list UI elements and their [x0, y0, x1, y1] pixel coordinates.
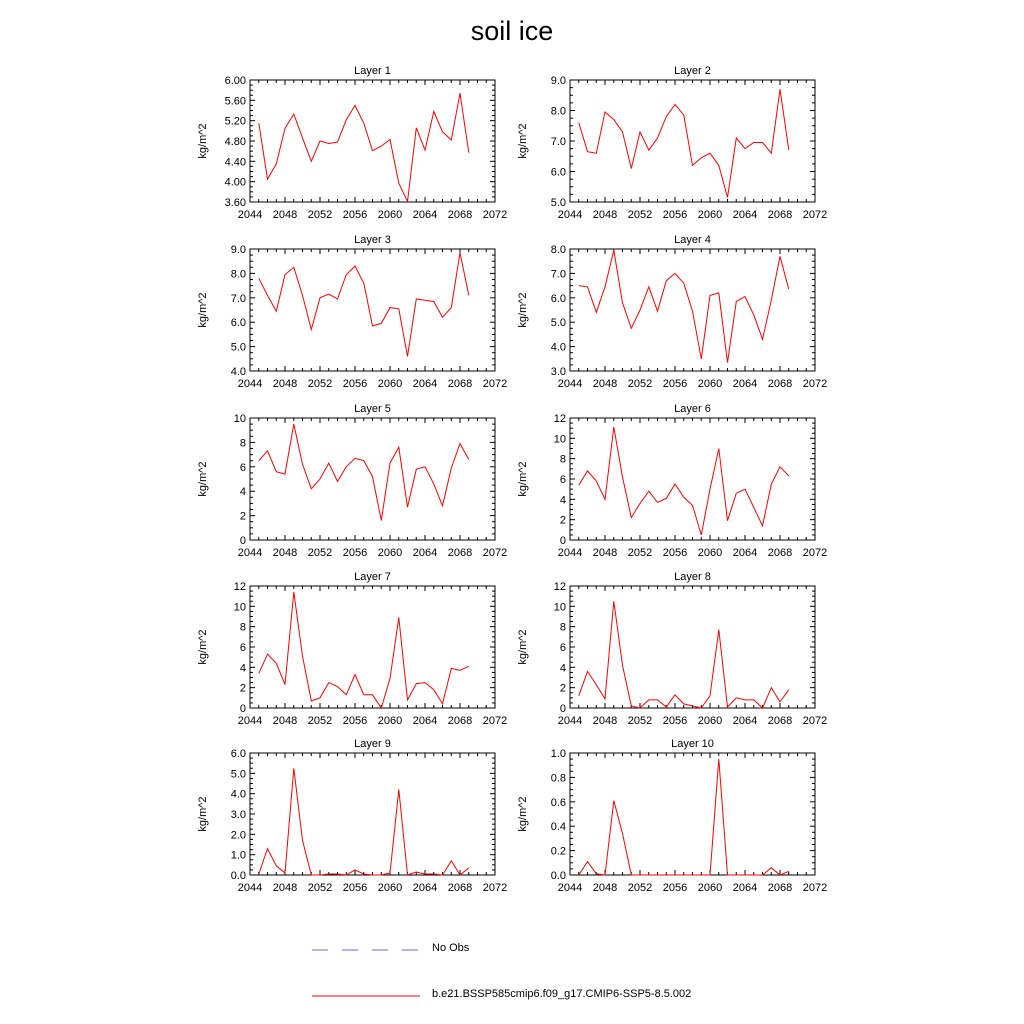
x-tick-label: 2044: [557, 715, 583, 727]
series-line: [579, 759, 789, 875]
x-tick-label: 2048: [272, 209, 298, 221]
y-axis-label: kg/m^2: [197, 629, 209, 665]
x-tick-label: 2072: [802, 547, 828, 559]
y-tick-label: 8: [239, 621, 246, 634]
y-tick-label: 2: [559, 514, 566, 527]
legend-label-model: b.e21.BSSP585cmip6.f09_g17.CMIP6-SSP5-8.5.002: [432, 988, 692, 1000]
panel-title: Layer 9: [354, 738, 391, 750]
x-tick-label: 2064: [732, 378, 758, 390]
y-tick-label: 2: [559, 682, 566, 695]
y-tick-label: 7.0: [230, 292, 246, 305]
y-tick-label: 6.0: [550, 166, 566, 179]
y-tick-label: 6: [239, 642, 246, 654]
x-tick-label: 2064: [412, 715, 438, 727]
panel-title: Layer 1: [354, 65, 391, 77]
panel-9: [197, 738, 507, 894]
x-tick-label: 2064: [412, 209, 438, 221]
x-tick-label: 2052: [627, 209, 653, 221]
x-tick-label: 2064: [732, 547, 758, 559]
x-tick-label: 2044: [237, 378, 263, 390]
y-tick-label: 0.0: [550, 870, 566, 882]
y-tick-label: 6: [559, 474, 566, 486]
x-tick-label: 2056: [662, 882, 688, 894]
x-tick-label: 2052: [307, 209, 333, 221]
y-tick-label: 8: [239, 437, 246, 450]
x-tick-label: 2044: [557, 547, 583, 559]
x-tick-label: 2044: [557, 209, 583, 221]
series-line: [259, 424, 469, 520]
x-tick-label: 2048: [592, 378, 618, 390]
y-tick-label: 7.0: [550, 136, 566, 148]
y-tick-label: 4.00: [224, 176, 246, 189]
plot-frame: [570, 418, 815, 540]
panel-title: Layer 5: [354, 403, 391, 415]
y-tick-label: 0: [239, 535, 246, 547]
x-tick-label: 2056: [662, 547, 688, 559]
x-tick-label: 2044: [237, 882, 263, 894]
x-tick-label: 2052: [307, 378, 333, 390]
plot-frame: [250, 586, 495, 708]
y-axis-label: kg/m^2: [197, 796, 209, 832]
panel-title: Layer 10: [671, 738, 714, 750]
y-tick-label: 0.8: [550, 772, 566, 785]
y-tick-label: 1.0: [550, 748, 566, 760]
y-tick-label: 4: [559, 494, 566, 507]
y-tick-label: 8.0: [550, 244, 566, 256]
x-tick-label: 2060: [697, 715, 723, 727]
series-line: [259, 93, 469, 201]
x-tick-label: 2048: [272, 547, 298, 559]
y-tick-label: 4.0: [230, 366, 246, 378]
y-tick-label: 5.0: [550, 317, 566, 330]
y-tick-label: 3.0: [550, 366, 566, 378]
panel-3: [197, 234, 507, 390]
y-tick-label: 10: [553, 601, 566, 614]
x-tick-label: 2064: [732, 882, 758, 894]
main-title: soil ice: [470, 16, 554, 46]
panel-6: [517, 403, 827, 559]
y-tick-label: 0.2: [550, 845, 566, 858]
panel-10: [517, 738, 827, 894]
legend-swatch-no-obs: [310, 942, 420, 962]
x-tick-label: 2072: [802, 715, 828, 727]
panel-5: [197, 403, 507, 559]
y-tick-label: 5.60: [224, 95, 246, 108]
y-axis-label: kg/m^2: [517, 292, 529, 328]
plot-frame: [570, 80, 815, 202]
legend-entry-model: [310, 988, 810, 1008]
x-tick-label: 2056: [342, 547, 368, 559]
x-tick-label: 2048: [272, 882, 298, 894]
x-tick-label: 2068: [447, 715, 473, 727]
panel-title: Layer 4: [674, 234, 711, 246]
y-tick-label: 4.0: [550, 341, 566, 354]
x-tick-label: 2068: [447, 378, 473, 390]
x-tick-label: 2044: [237, 209, 263, 221]
x-tick-label: 2044: [557, 882, 583, 894]
y-tick-label: 2: [239, 682, 246, 695]
y-tick-label: 4.40: [224, 156, 246, 169]
x-tick-label: 2052: [307, 882, 333, 894]
y-axis-label: kg/m^2: [517, 796, 529, 832]
y-tick-label: 8.0: [230, 268, 246, 281]
y-tick-label: 6.0: [550, 292, 566, 305]
x-tick-label: 2060: [377, 882, 403, 894]
x-tick-label: 2052: [627, 547, 653, 559]
x-tick-label: 2072: [482, 209, 508, 221]
x-tick-label: 2064: [732, 715, 758, 727]
x-tick-label: 2068: [767, 882, 793, 894]
x-tick-label: 2052: [627, 882, 653, 894]
x-tick-label: 2072: [482, 715, 508, 727]
x-tick-label: 2060: [377, 378, 403, 390]
y-tick-label: 2.0: [230, 829, 246, 842]
panel-title: Layer 8: [674, 571, 711, 583]
x-tick-label: 2060: [697, 882, 723, 894]
y-axis-label: kg/m^2: [517, 123, 529, 159]
y-tick-label: 4.0: [230, 788, 246, 801]
legend-entry-no-obs: [310, 942, 810, 962]
x-tick-label: 2056: [662, 715, 688, 727]
y-tick-label: 4.80: [224, 136, 246, 148]
legend-swatch-model: [310, 988, 420, 1008]
panel-title: Layer 2: [674, 65, 711, 77]
y-tick-label: 0.0: [230, 870, 246, 882]
y-axis-label: kg/m^2: [197, 123, 209, 159]
y-tick-label: 9.0: [230, 244, 246, 256]
y-tick-label: 5.20: [224, 115, 246, 128]
series-line: [259, 768, 469, 875]
x-tick-label: 2044: [237, 715, 263, 727]
x-tick-label: 2056: [342, 378, 368, 390]
y-tick-label: 2: [239, 510, 246, 523]
panel-title: Layer 3: [354, 234, 391, 246]
y-axis-label: kg/m^2: [197, 292, 209, 328]
y-tick-label: 5.0: [230, 768, 246, 781]
y-tick-label: 6: [239, 461, 246, 474]
x-tick-label: 2048: [272, 715, 298, 727]
panel-8: [517, 571, 827, 727]
y-tick-label: 5.0: [230, 341, 246, 354]
x-tick-label: 2060: [697, 209, 723, 221]
x-tick-label: 2068: [447, 209, 473, 221]
x-tick-label: 2044: [237, 547, 263, 559]
y-tick-label: 3.60: [224, 197, 246, 209]
panel-4: [517, 234, 827, 390]
y-tick-label: 12: [553, 581, 566, 593]
y-axis-label: kg/m^2: [517, 629, 529, 665]
x-tick-label: 2056: [662, 209, 688, 221]
x-tick-label: 2072: [482, 882, 508, 894]
plot-frame: [250, 249, 495, 371]
x-tick-label: 2056: [342, 882, 368, 894]
x-tick-label: 2052: [627, 715, 653, 727]
x-tick-label: 2068: [767, 547, 793, 559]
y-tick-label: 1.0: [230, 849, 246, 862]
x-tick-label: 2064: [412, 882, 438, 894]
legend-label-no-obs: No Obs: [432, 942, 470, 954]
series-line: [579, 601, 789, 708]
series-line: [579, 89, 789, 197]
x-tick-label: 2060: [697, 378, 723, 390]
y-tick-label: 7.0: [550, 268, 566, 281]
y-tick-label: 3.0: [230, 809, 246, 821]
panel-2: [517, 65, 827, 221]
plot-frame: [570, 586, 815, 708]
y-tick-label: 0.6: [550, 796, 566, 809]
x-tick-label: 2048: [592, 715, 618, 727]
x-tick-label: 2052: [307, 715, 333, 727]
y-tick-label: 0: [239, 703, 246, 715]
x-tick-label: 2048: [592, 547, 618, 559]
y-tick-label: 4: [239, 486, 246, 499]
x-tick-label: 2056: [662, 378, 688, 390]
series-line: [579, 250, 789, 362]
y-tick-label: 6.0: [230, 317, 246, 330]
panel-title: Layer 6: [674, 403, 711, 415]
x-tick-label: 2052: [307, 547, 333, 559]
x-tick-label: 2068: [447, 882, 473, 894]
y-tick-label: 0: [559, 535, 566, 547]
y-tick-label: 0: [559, 703, 566, 715]
plot-frame: [250, 80, 495, 202]
y-tick-label: 6.0: [230, 748, 246, 760]
x-tick-label: 2072: [482, 378, 508, 390]
x-tick-label: 2072: [802, 882, 828, 894]
x-tick-label: 2064: [412, 547, 438, 559]
series-line: [259, 253, 469, 357]
y-tick-label: 4: [559, 662, 566, 675]
y-tick-label: 9.0: [550, 75, 566, 87]
x-tick-label: 2044: [557, 378, 583, 390]
x-tick-label: 2072: [802, 378, 828, 390]
x-tick-label: 2072: [482, 547, 508, 559]
y-tick-label: 8.0: [550, 105, 566, 118]
x-tick-label: 2048: [592, 209, 618, 221]
x-tick-label: 2060: [377, 715, 403, 727]
y-tick-label: 10: [553, 433, 566, 446]
x-tick-label: 2064: [732, 209, 758, 221]
y-tick-label: 12: [233, 581, 246, 593]
y-tick-label: 6.00: [224, 75, 246, 87]
panel-title: Layer 7: [354, 571, 391, 583]
x-tick-label: 2068: [767, 209, 793, 221]
x-tick-label: 2048: [592, 882, 618, 894]
x-tick-label: 2060: [697, 547, 723, 559]
y-tick-label: 12: [553, 413, 566, 425]
x-tick-label: 2072: [802, 209, 828, 221]
y-tick-label: 10: [233, 413, 246, 425]
x-tick-label: 2068: [767, 378, 793, 390]
panel-1: [197, 65, 507, 221]
y-tick-label: 6: [559, 642, 566, 654]
y-tick-label: 10: [233, 601, 246, 614]
x-tick-label: 2048: [272, 378, 298, 390]
y-axis-label: kg/m^2: [197, 461, 209, 497]
series-line: [579, 427, 789, 535]
y-tick-label: 8: [559, 453, 566, 466]
panel-7: [197, 571, 507, 727]
x-tick-label: 2056: [342, 209, 368, 221]
y-tick-label: 8: [559, 621, 566, 634]
y-tick-label: 5.0: [550, 197, 566, 209]
x-tick-label: 2056: [342, 715, 368, 727]
y-axis-label: kg/m^2: [517, 461, 529, 497]
x-tick-label: 2068: [767, 715, 793, 727]
x-tick-label: 2060: [377, 547, 403, 559]
x-tick-label: 2068: [447, 547, 473, 559]
x-tick-label: 2064: [412, 378, 438, 390]
x-tick-label: 2052: [627, 378, 653, 390]
y-tick-label: 4: [239, 662, 246, 675]
y-tick-label: 0.4: [550, 821, 566, 834]
series-line: [259, 592, 469, 708]
x-tick-label: 2060: [377, 209, 403, 221]
